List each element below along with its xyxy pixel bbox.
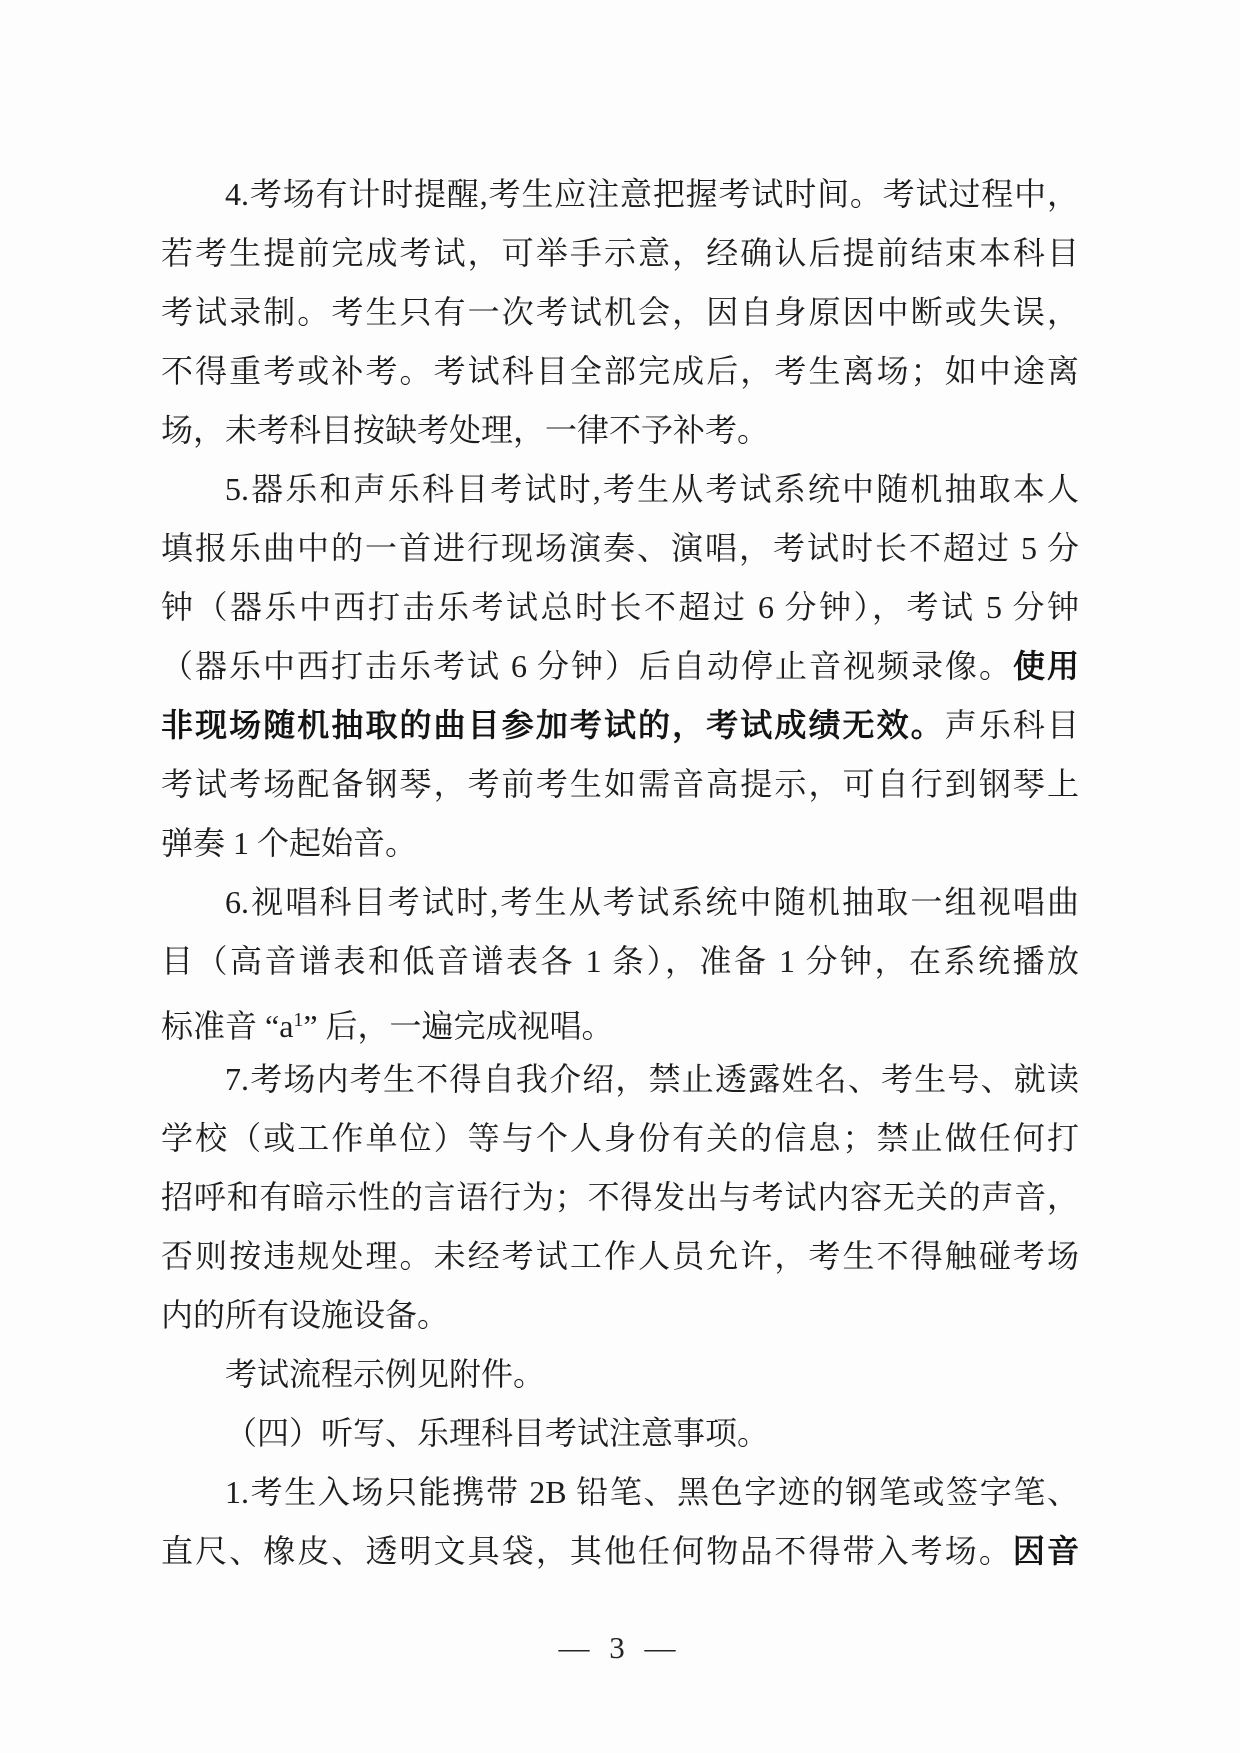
bold-text-segment: 非现场随机抽取的曲目参加考试的，考试成绩无效。 [161,707,945,743]
text-line [161,1463,1079,1522]
text-line [161,1168,1079,1227]
text-segment: 考试录制。考生只有一次考试机会，因自身原因中断或失误， [161,294,1079,330]
text-segment: 考试考场配备钢琴，考前考生如需音高提示，可自行到钢琴上 [161,766,1079,802]
text-segment: 1.考生入场只能携带 2B 铅笔、黑色字迹的钢笔或签字笔、 [225,1474,1079,1510]
text-segment: 6.视唱科目考试时,考生从考试系统中随机抽取一组视唱曲 [225,884,1079,920]
text-segment: 考试流程示例见附件。 [225,1356,546,1392]
text-line [161,696,1079,755]
text-segment: 场，未考科目按缺考处理，一律不予补考。 [161,412,770,448]
text-line [161,1345,1079,1404]
text-segment: 否则按违规处理。未经考试工作人员允许，考生不得触碰考场 [161,1238,1079,1274]
text-line [161,460,1079,519]
text-line [161,165,1079,224]
text-segment: 钟（器乐中西打击乐考试总时长不超过 6 分钟），考试 5 分钟 [161,589,1079,625]
superscript-text: 1 [293,1009,304,1031]
page-number: — 3 — [558,1630,682,1665]
text-segment: 直尺、橡皮、透明文具袋，其他任何物品不得带入考场。 [161,1533,1013,1569]
text-segment: 若考生提前完成考试，可举手示意，经确认后提前结束本科目 [161,235,1079,271]
text-line [161,637,1079,696]
text-line [161,991,1079,1050]
text-line [161,1404,1079,1463]
text-segment: 内的所有设施设备。 [161,1297,450,1333]
text-segment: ” 后，一遍完成视唱。 [303,1007,614,1044]
text-segment: 填报乐曲中的一首进行现场演奏、演唱，考试时长不超过 5 分 [161,530,1079,566]
text-line [161,932,1079,991]
text-line [161,1227,1079,1286]
text-line [161,1050,1079,1109]
text-segment: 5.器乐和声乐科目考试时,考生从考试系统中随机抽取本人 [225,471,1079,507]
text-line [161,1286,1079,1345]
bold-text-segment: 使用 [1012,648,1079,684]
text-segment: 不得重考或补考。考试科目全部完成后，考生离场；如中途离 [161,353,1079,389]
text-segment: 学校（或工作单位）等与个人身份有关的信息；禁止做任何打 [161,1120,1079,1156]
text-line [161,224,1079,283]
text-segment: 标准音 “a [161,1007,294,1044]
text-segment: 目（高音谱表和低音谱表各 1 条），准备 1 分钟，在系统播放 [161,943,1079,979]
text-segment: 声乐科目 [944,707,1079,743]
text-segment: 7.考场内考生不得自我介绍，禁止透露姓名、考生号、就读 [225,1061,1079,1097]
text-line [161,873,1079,932]
text-line [161,578,1079,637]
bold-text-segment: 因音 [1012,1533,1079,1569]
text-segment: 4.考场有计时提醒,考生应注意把握考试时间。考试过程中， [225,176,1079,212]
text-line [161,342,1079,401]
text-line [161,1109,1079,1168]
text-segment: （四）听写、乐理科目考试注意事项。 [225,1415,770,1451]
text-line [161,814,1079,873]
text-line [161,401,1079,460]
text-line [161,283,1079,342]
text-segment: （器乐中西打击乐考试 6 分钟）后自动停止音视频录像。 [161,648,1013,684]
text-segment: 弹奏 1 个起始音。 [161,825,418,861]
text-line [161,519,1079,578]
text-segment: 招呼和有暗示性的言语行为；不得发出与考试内容无关的声音， [161,1179,1079,1215]
document-body [161,165,1079,1581]
text-line [161,755,1079,814]
text-line [161,1522,1079,1581]
